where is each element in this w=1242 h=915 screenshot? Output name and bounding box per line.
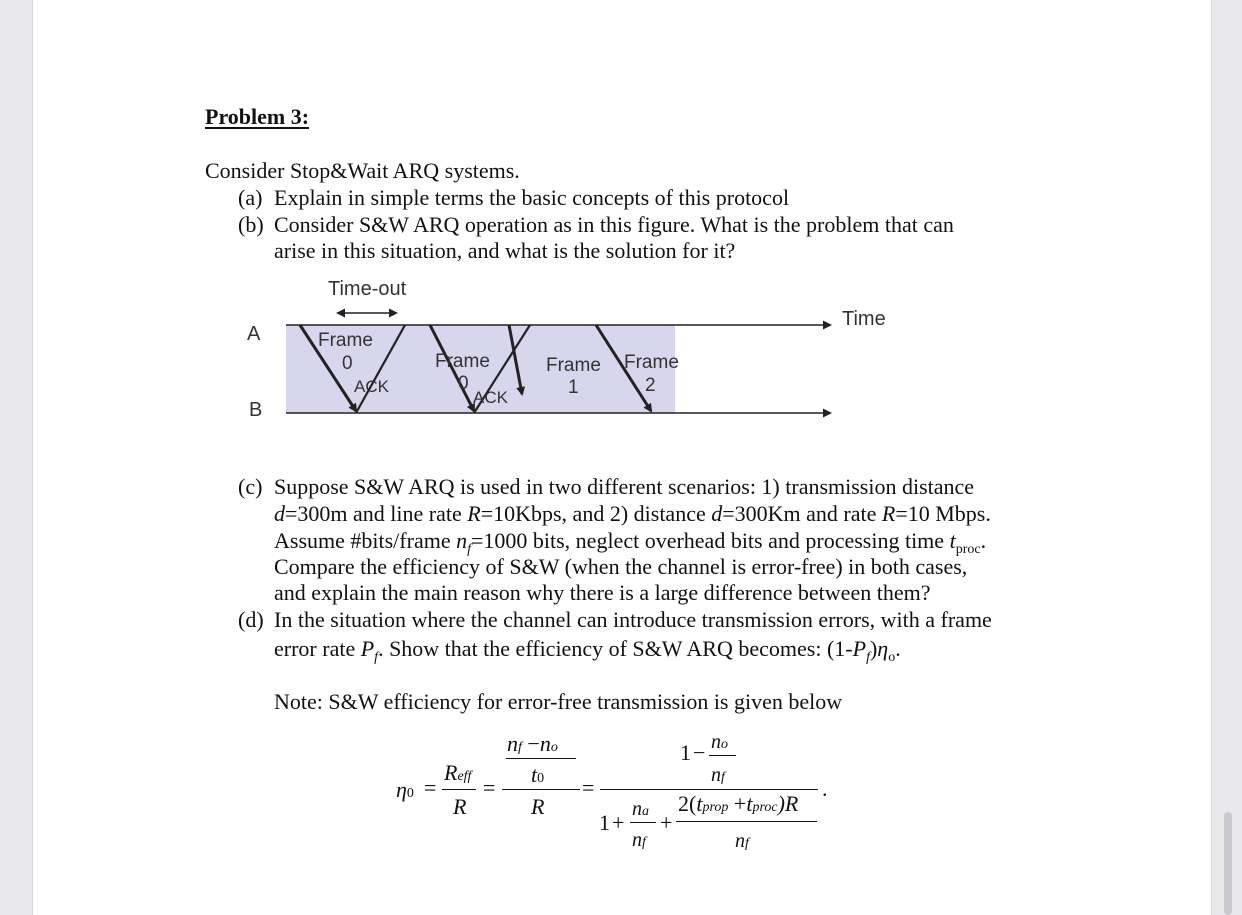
station-a: A <box>247 323 261 345</box>
frame-0b-num: 0 <box>458 373 469 394</box>
frame-2-word: Frame <box>624 352 679 373</box>
part-c-line5: and explain the main reason why there is a large difference between them? <box>274 580 931 605</box>
frame-2-num: 2 <box>645 375 656 396</box>
eq-tprop-tproc: 2(tprop +tproc)R <box>678 791 799 816</box>
part-c <box>238 474 974 500</box>
part-d <box>238 607 992 633</box>
efficiency-equation: η0 = Reff R = nf −no t0 R = 1 − no nf 1 + na nf + 2(tprop +tproc)R nf . <box>396 731 828 852</box>
problem-intro: Consider Stop&Wait ARQ systems. <box>205 158 520 183</box>
part-d-line2: error rate $P_f$. Show that the efficiency of S&W ARQ becomes: $(1-P_f)\eta_o$. <box>274 636 901 665</box>
frame-0-word: Frame <box>318 330 373 351</box>
part-d-label: (d) <box>238 607 264 632</box>
eq-eta: η0 <box>396 777 414 802</box>
part-b-line2: arise in this situation, and what is the solution for it? <box>274 238 736 263</box>
part-b <box>238 212 954 238</box>
vertical-scrollbar[interactable] <box>1224 812 1232 915</box>
part-c-line2: d=300m and line rate R=10Kbps, and 2) distance d=300Km and rate R=10 Mbps. <box>274 501 991 526</box>
part-c-line3: Assume #bits/frame $n_f=1000$ bits, neglect overhead bits and processing time $t_{proc}$. <box>274 528 987 557</box>
eq-t0: t0 <box>531 762 545 787</box>
eq-reff: Reff <box>444 760 472 785</box>
part-a-text: Explain in simple terms the basic concepts of this protocol <box>274 185 790 210</box>
timeout-label: Time-out <box>328 278 407 300</box>
sw-arq-figure <box>230 270 886 430</box>
problem-title: Problem 3: <box>205 104 310 129</box>
ack-1-label: ACK <box>473 388 508 407</box>
part-a <box>238 185 789 211</box>
frame-0-num: 0 <box>342 353 353 374</box>
ack-0-label: ACK <box>354 377 389 396</box>
frame-1-num: 1 <box>568 377 579 398</box>
station-b: B <box>249 399 263 421</box>
part-d-line1: In the situation where the channel can introduce transmission errors, with a frame <box>274 607 992 632</box>
part-b-line1: Consider S&W ARQ operation as in this figure. What is the problem that can <box>274 212 954 237</box>
time-label: Time <box>842 308 886 330</box>
eq-nf-no: nf −no <box>507 731 558 756</box>
frame-1-word: Frame <box>546 355 601 376</box>
note: Note: S&W efficiency for error-free transmission is given below <box>274 689 843 714</box>
part-c-line4: Compare the efficiency of S&W (when the channel is error-free) in both cases, <box>274 554 968 579</box>
part-a-label: (a) <box>238 185 263 210</box>
part-c-line1: Suppose S&W ARQ is used in two different scenarios: 1) transmission distance <box>274 474 975 499</box>
part-b-label: (b) <box>238 212 264 237</box>
part-c-label: (c) <box>238 474 263 499</box>
frame-0b-word: Frame <box>435 351 490 372</box>
